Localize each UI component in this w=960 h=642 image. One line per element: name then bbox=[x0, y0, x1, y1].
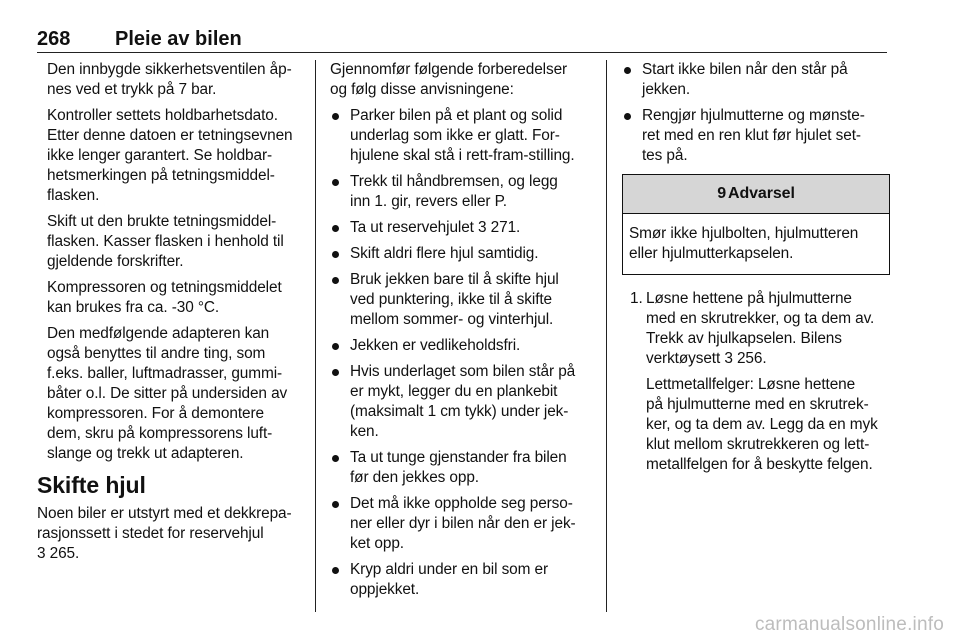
list-item: Ta ut tunge gjenstander fra bilen før den jekkes opp. bbox=[350, 449, 567, 486]
list-item: Start ikke bilen når den står på jekken. bbox=[642, 61, 848, 98]
paragraph-safety-valve: Den innbygde sikkerhetsventilen åp- nes ved et trykk på 7 bar. bbox=[47, 61, 292, 98]
list-item: Ta ut reservehjulet 3 271. bbox=[350, 219, 521, 236]
warning-icon: 9 bbox=[717, 185, 726, 202]
column-divider-left bbox=[315, 60, 316, 612]
paragraph-adapter: Den medfølgende adapteren kan også benyttes til andre ting, som f.eks. baller, luftmadrasser, gummi- båter o.l. De sitter på undersiden av kompressoren. For å demontere dem, skru på kompressorens luft- slange og trekk ut adapteren. bbox=[47, 325, 288, 462]
column-divider-right bbox=[606, 60, 607, 612]
warning-box bbox=[622, 174, 890, 275]
paragraph-repair-kit: Noen biler er utstyrt med et dekkrepa- rasjonssett i stedet for reservehjul 3 265. bbox=[37, 505, 292, 562]
list-item: Skift aldri flere hjul samtidig. bbox=[350, 245, 539, 262]
list-item: Bruk jekken bare til å skifte hjul ved punktering, ikke til å skifte mellom sommer- og vinterhjul. bbox=[350, 271, 559, 328]
list-item: Rengjør hjulmutterne og mønste- ret med en ren klut før hjulet set- tes på. bbox=[642, 107, 865, 164]
paragraph-preparations: Gjennomfør følgende forberedelser og følg disse anvisningene: bbox=[330, 61, 568, 98]
list-item: Jekken er vedlikeholdsfri. bbox=[350, 337, 521, 354]
page-number: 268 bbox=[37, 28, 71, 50]
step-1-alloy-note: Lettmetallfelger: Løsne hettene på hjulmutterne med en skrutrek- ker, og ta dem av. Legg da en myk klut mellom skrutrekkeren og lett- metallfelgen for å beskytte felgen. bbox=[646, 376, 878, 473]
warning-title: Advarsel bbox=[728, 185, 795, 202]
paragraph-temperature: Kompressoren og tetningsmiddelet kan brukes fra ca. -30 °C. bbox=[47, 279, 282, 316]
watermark: carmanualsonline.info bbox=[754, 614, 944, 635]
warning-body: Smør ikke hjulbolten, hjulmutteren eller hjulmutterkapselen. bbox=[629, 225, 859, 262]
column-right bbox=[622, 60, 890, 475]
safety-list bbox=[622, 60, 890, 166]
list-item: Parker bilen på et plant og solid underlag som ikke er glatt. For- hjulene skal stå i rett-fram-stilling. bbox=[350, 107, 575, 164]
list-item: Trekk til håndbremsen, og legg inn 1. gir, revers eller P. bbox=[350, 173, 558, 210]
list-item: Det må ikke oppholde seg perso- ner eller dyr i bilen når den er jek- ket opp. bbox=[350, 495, 576, 552]
paragraph-expiry-date: Kontroller settets holdbarhetsdato. Etter denne datoen er tetningsevnen ikke lenger garantert. Se holdbar- hetsmerkingen på tetningsmiddel- flasken. bbox=[47, 107, 293, 204]
header-rule bbox=[37, 52, 887, 53]
paragraph-replace-bottle: Skift ut den brukte tetningsmiddel- flasken. Kasser flasken i henhold til gjeldende forskrifter. bbox=[47, 213, 284, 270]
warning-header bbox=[623, 175, 889, 214]
page-header bbox=[37, 28, 887, 52]
step-1: 1. Løsne hettene på hjulmutterne med en skrutrekker, og ta dem av. Trekk av hjulkapselen. Bilens verktøysett 3 256. bbox=[630, 290, 875, 367]
step-number: 1. bbox=[630, 290, 643, 307]
preparation-list bbox=[330, 106, 592, 600]
section-title: Pleie av bilen bbox=[115, 28, 242, 50]
section-heading-change-wheel: Skifte hjul bbox=[37, 472, 146, 498]
column-left bbox=[37, 60, 305, 570]
list-item: Hvis underlaget som bilen står på er mykt, legger du en plankebit (maksimalt 1 cm tykk) under jek- ken. bbox=[350, 363, 576, 440]
list-item: Kryp aldri under en bil som er oppjekket. bbox=[350, 561, 549, 598]
column-middle bbox=[330, 60, 592, 606]
